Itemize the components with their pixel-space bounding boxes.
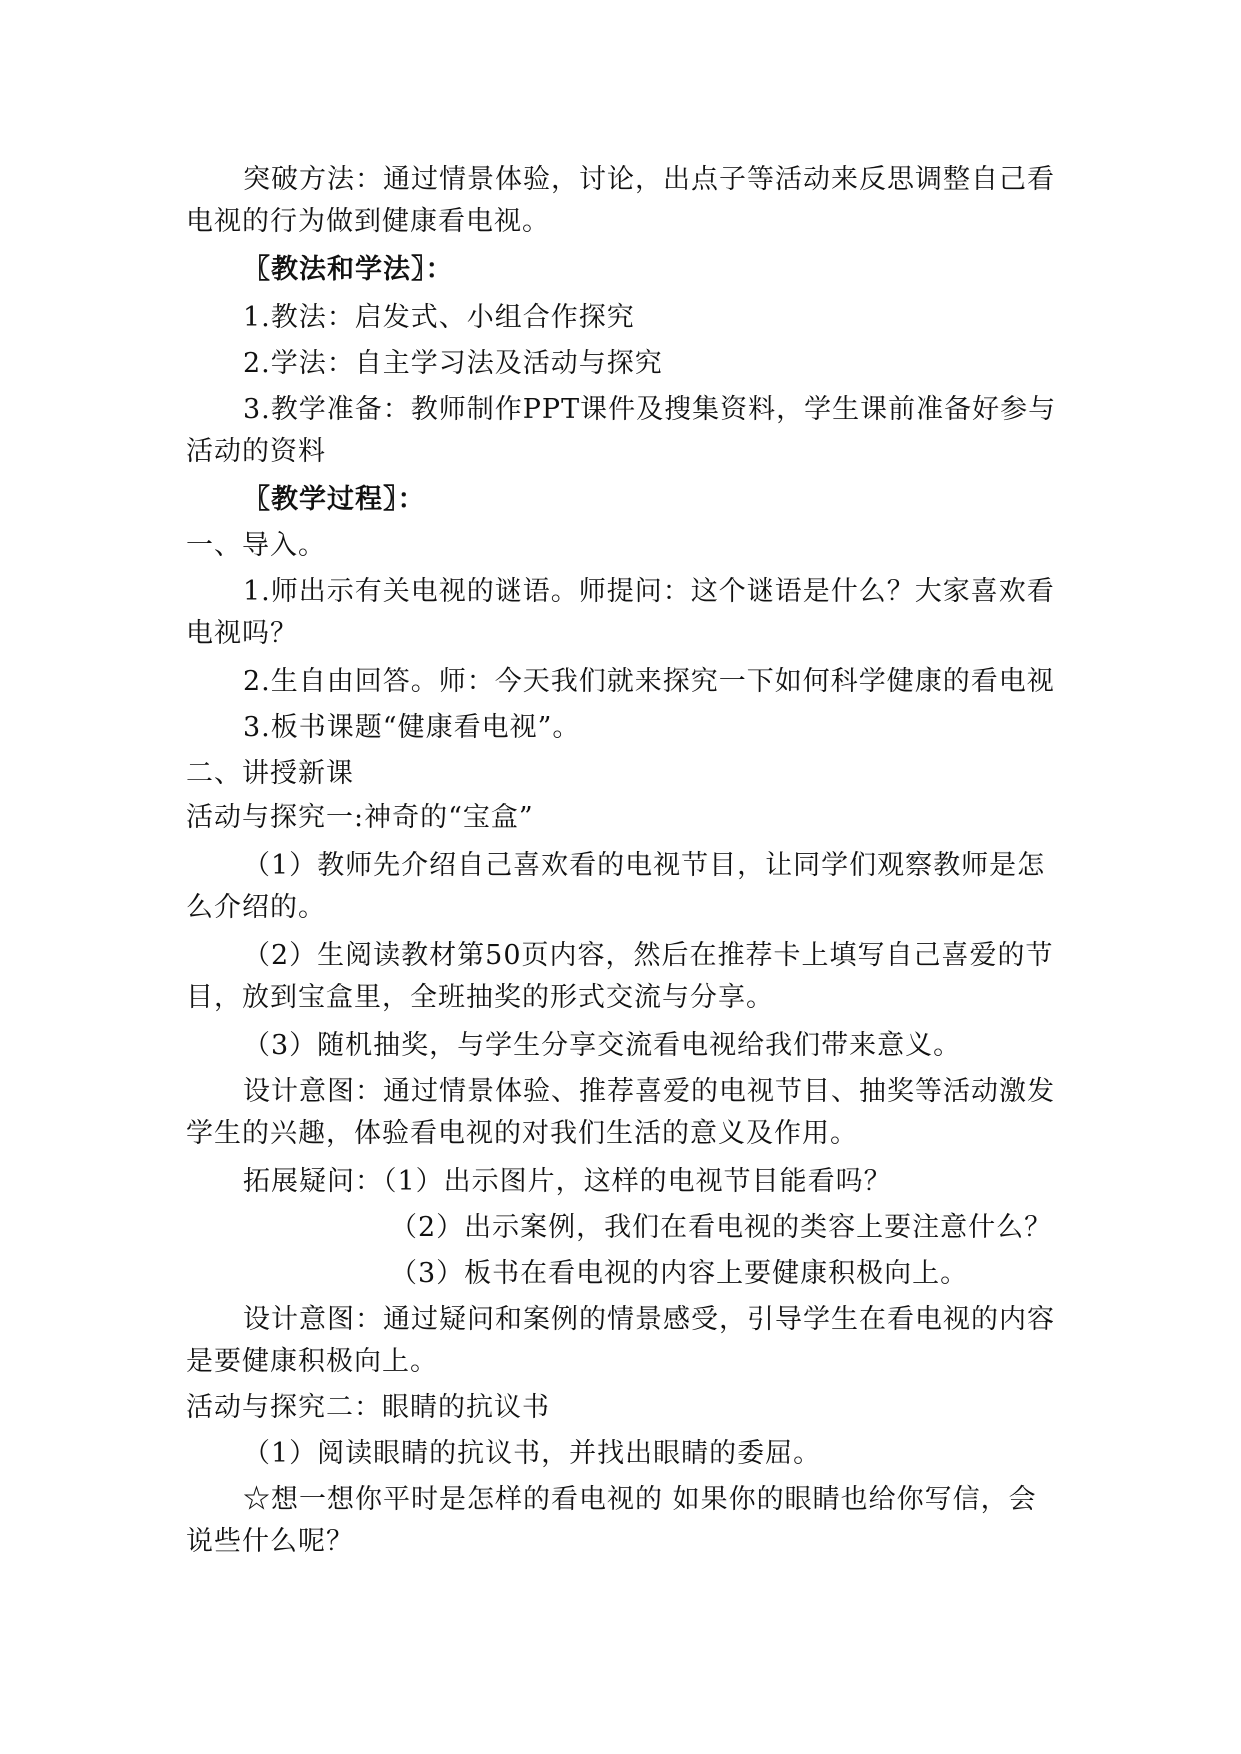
part-two-heading: 二、讲授新课: [186, 758, 354, 789]
activity-one-heading: 活动与探究一:神奇的“宝盒”: [186, 802, 534, 833]
design-intent-2-line-1: 设计意图：通过疑问和案例的情景感受，引导学生在看电视的内容: [243, 1304, 1055, 1335]
intro-step-3: 3.板书课题“健康看电视”。: [243, 712, 581, 743]
section-heading-methods: 〖教法和学法〗：: [243, 254, 454, 285]
intro-step-1-line-2: 电视吗？: [186, 618, 298, 649]
activity-one-step-2-line-1: （2）生阅读教材第50页内容，然后在推荐卡上填写自己喜爱的节: [243, 940, 1054, 971]
design-intent-1-line-1: 设计意图：通过情景体验、推荐喜爱的电视节目、抽奖等活动激发: [243, 1076, 1055, 1107]
preparation-line-1: 3.教学准备：教师制作PPT课件及搜集资料，学生课前准备好参与: [243, 394, 1057, 425]
activity-two-heading: 活动与探究二：眼睛的抗议书: [186, 1392, 550, 1423]
activity-two-step-1: （1）阅读眼睛的抗议书，并找出眼睛的委屈。: [243, 1438, 822, 1469]
activity-one-step-3: （3）随机抽奖，与学生分享交流看电视给我们带来意义。: [243, 1030, 962, 1061]
activity-one-step-1-line-2: 么介绍的。: [186, 892, 326, 923]
design-intent-1-line-2: 学生的兴趣，体验看电视的对我们生活的意义及作用。: [186, 1118, 858, 1149]
learning-method-line: 2.学法：自主学习法及活动与探究: [243, 348, 663, 379]
extension-question-2: （2）出示案例，我们在看电视的类容上要注意什么？: [390, 1212, 1053, 1243]
method-line-2: 电视的行为做到健康看电视。: [186, 206, 550, 237]
activity-one-step-1-line-1: （1）教师先介绍自己喜欢看的电视节目，让同学们观察教师是怎: [243, 850, 1046, 881]
preparation-line-2: 活动的资料: [186, 436, 326, 467]
part-one-heading: 一、导入。: [186, 530, 326, 561]
extension-question-1: 拓展疑问：（1）出示图片，这样的电视节目能看吗？: [243, 1166, 892, 1197]
teaching-method-line: 1.教法：启发式、小组合作探究: [243, 302, 635, 333]
reflection-prompt-line-1: ☆想一想你平时是怎样的看电视的 如果你的眼睛也给你写信，会: [243, 1484, 1037, 1515]
design-intent-2-line-2: 是要健康积极向上。: [186, 1346, 438, 1377]
extension-question-3: （3）板书在看电视的内容上要健康积极向上。: [390, 1258, 969, 1289]
intro-step-2: 2.生自由回答。师：今天我们就来探究一下如何科学健康的看电视: [243, 666, 1055, 697]
method-line-1: 突破方法：通过情景体验，讨论，出点子等活动来反思调整自己看: [243, 164, 1055, 195]
intro-step-1-line-1: 1.师出示有关电视的谜语。师提问：这个谜语是什么？大家喜欢看: [243, 576, 1055, 607]
section-heading-process: 〖教学过程〗：: [243, 484, 426, 515]
activity-one-step-2-line-2: 目，放到宝盒里，全班抽奖的形式交流与分享。: [186, 982, 774, 1013]
reflection-prompt-line-2: 说些什么呢？: [186, 1526, 354, 1557]
